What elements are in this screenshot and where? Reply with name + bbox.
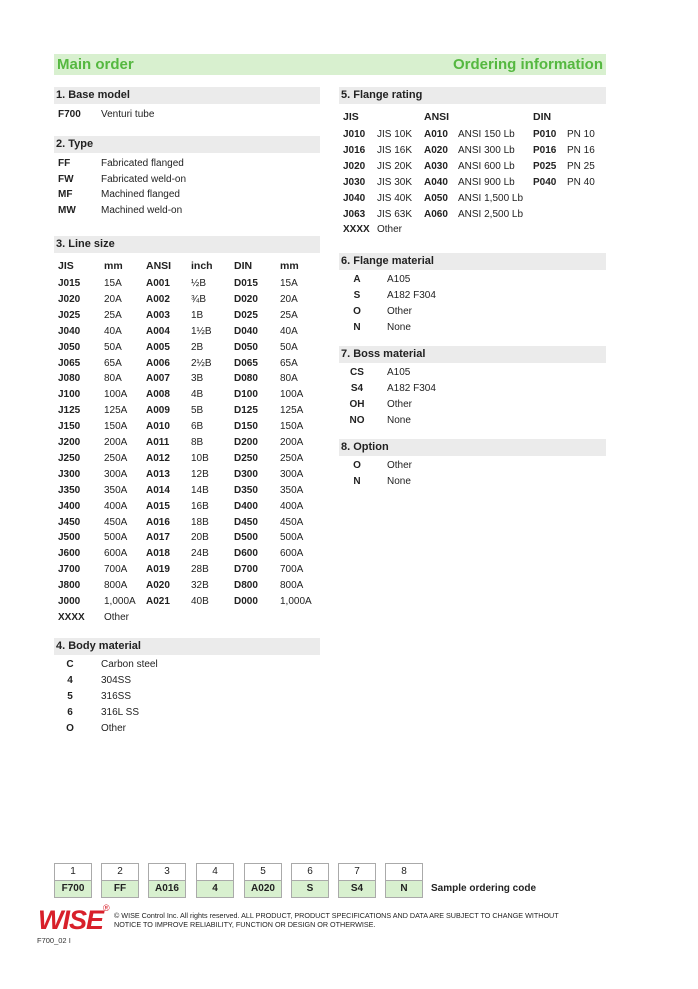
table-cell: 16B [191, 500, 209, 512]
table-cell: D250 [234, 452, 258, 464]
table-cell: 20B [191, 532, 209, 544]
table-cell: A013 [146, 468, 170, 480]
code: S4 [350, 383, 364, 394]
col-inch: inch [191, 260, 213, 272]
table-row [54, 452, 320, 466]
table-cell: J125 [58, 405, 81, 417]
table-row [54, 277, 320, 291]
code: O [353, 460, 361, 471]
table-cell: ANSI 300 Lb [458, 145, 515, 156]
table-cell: 25A [280, 309, 298, 321]
table-cell: D020 [234, 293, 258, 305]
table-cell: A030 [424, 161, 448, 172]
code: S [353, 290, 361, 301]
table-cell: D125 [234, 405, 258, 417]
table-cell: A015 [146, 500, 170, 512]
table-cell: 200A [104, 437, 128, 448]
code-box [101, 863, 139, 898]
code: XXXX [58, 612, 85, 623]
table-row [54, 436, 320, 450]
table-cell: J150 [58, 421, 81, 433]
table-cell: 20A [104, 293, 122, 305]
code-box [385, 863, 423, 898]
table-cell: 600A [104, 548, 128, 560]
section-base-model: 1. Base model [54, 87, 320, 104]
table-cell: 125A [280, 405, 304, 417]
code-box [291, 863, 329, 898]
table-cell: A020 [146, 580, 170, 592]
table-cell: J040 [343, 193, 366, 204]
section-option: 8. Option [339, 439, 606, 456]
code-box-value: S [292, 881, 328, 897]
table-cell: 1,000A [280, 596, 312, 607]
table-cell: J450 [58, 516, 81, 528]
col-din: DIN [234, 260, 253, 272]
table-cell: A060 [424, 209, 448, 220]
code: F700 [58, 109, 81, 120]
table-row [339, 192, 606, 206]
table-cell: A011 [146, 437, 170, 448]
description: Other [101, 722, 127, 734]
code-box-position: 7 [339, 864, 375, 881]
table-cell: 15A [104, 278, 122, 289]
code-box-position: 4 [197, 864, 233, 881]
description: Carbon steel [101, 659, 158, 670]
table-cell: ANSI 150 Lb [458, 129, 515, 140]
table-cell: D450 [234, 516, 258, 528]
table-cell: 100A [280, 389, 304, 401]
code: 4 [67, 674, 73, 686]
table-cell: D065 [234, 357, 258, 369]
code-box [148, 863, 186, 898]
table-cell: JIS 30K [377, 177, 413, 188]
code: 5 [67, 690, 73, 702]
table-cell: J025 [58, 309, 81, 321]
table-cell: 40B [191, 596, 209, 607]
table-cell: 12B [191, 468, 209, 480]
table-cell: J300 [58, 468, 81, 480]
description: Other [377, 224, 403, 235]
table-cell: PN 10 [567, 129, 595, 140]
table-cell: D300 [234, 468, 258, 480]
table-cell: 250A [104, 452, 128, 464]
code: FW [58, 173, 74, 185]
table-row [54, 420, 320, 434]
table-cell: 800A [104, 580, 128, 592]
table-cell: A021 [146, 596, 170, 607]
table-cell: 600A [280, 548, 304, 560]
table-cell: 700A [280, 564, 304, 576]
code-box [54, 863, 92, 898]
table-cell: PN 25 [567, 161, 595, 172]
code-box-value: N [386, 881, 422, 897]
table-cell: JIS 63K [377, 209, 413, 220]
table-row [339, 176, 606, 190]
table-cell: 1,000A [104, 596, 136, 607]
table-cell: 150A [280, 421, 304, 433]
table-cell: A016 [146, 516, 170, 528]
table-cell: 400A [104, 500, 128, 512]
copyright-line-2: NOTICE TO IMPROVE RELIABILITY, FUNCTION OR DESIGN OR OTHERWISE. [114, 920, 376, 929]
table-row [54, 372, 320, 386]
table-cell: J010 [343, 129, 366, 140]
table-cell: 200A [280, 437, 304, 448]
ordering-information-title: Ordering information [453, 56, 603, 73]
code-box-position: 6 [292, 864, 328, 881]
section-flange-rating: 5. Flange rating [339, 87, 606, 104]
table-cell: 150A [104, 421, 128, 433]
table-cell: A017 [146, 532, 170, 544]
table-row [54, 388, 320, 402]
section-line-size: 3. Line size [54, 236, 320, 253]
table-cell: J000 [58, 596, 81, 607]
table-cell: P016 [533, 145, 557, 156]
table-cell: J400 [58, 500, 81, 512]
code-box-value: S4 [339, 881, 375, 897]
description: 304SS [101, 674, 132, 686]
table-cell: 450A [104, 516, 128, 528]
table-cell: A019 [146, 564, 170, 576]
table-row [54, 468, 320, 482]
description: 316L SS [101, 706, 139, 718]
description: Fabricated flanged [101, 158, 184, 169]
table-row [54, 579, 320, 593]
code: N [353, 476, 361, 487]
table-cell: 350A [104, 484, 128, 496]
table-cell: 2½B [191, 357, 212, 369]
table-row [339, 128, 606, 142]
table-cell: 28B [191, 564, 209, 576]
table-cell: ANSI 2,500 Lb [458, 209, 524, 220]
table-row [54, 309, 320, 323]
sample-label: Sample ordering code [431, 883, 537, 894]
code-box-position: 5 [245, 864, 281, 881]
table-cell: 800A [280, 580, 304, 592]
table-row [54, 293, 320, 307]
section-flange-material: 6. Flange material [339, 253, 606, 270]
description: A105 [387, 367, 411, 378]
table-cell: D080 [234, 373, 258, 385]
table-cell: JIS 20K [377, 161, 413, 172]
table-cell: 80A [280, 373, 298, 385]
table-cell: J065 [58, 357, 81, 369]
table-cell: J080 [58, 373, 81, 385]
table-cell: J800 [58, 580, 81, 592]
code: CS [350, 367, 364, 378]
code-box-position: 8 [386, 864, 422, 881]
table-cell: J600 [58, 548, 81, 560]
table-cell: A002 [146, 293, 170, 305]
code-box-position: 3 [149, 864, 185, 881]
col-din: DIN [533, 111, 552, 123]
table-cell: 1B [191, 309, 204, 321]
description: A105 [387, 274, 411, 285]
table-cell: ANSI 600 Lb [458, 161, 515, 172]
description: A182 F304 [387, 290, 436, 301]
description: None [387, 476, 411, 487]
col-mm-din: mm [280, 260, 299, 272]
code-box-value: A020 [245, 881, 281, 897]
wise-logo: WISE [38, 905, 104, 935]
table-cell: 10B [191, 452, 209, 464]
col-ansi: ANSI [424, 111, 450, 123]
table-cell: 20A [280, 293, 298, 305]
description: Other [387, 399, 413, 410]
table-cell: A014 [146, 484, 170, 496]
table-cell: J050 [58, 341, 81, 353]
table-cell: A010 [424, 129, 448, 140]
code: OH [349, 399, 365, 410]
description: 316SS [101, 690, 132, 702]
table-cell: 40A [104, 325, 122, 337]
table-cell: D800 [234, 580, 258, 592]
code-box [196, 863, 234, 898]
table-row [339, 208, 606, 222]
section-type: 2. Type [54, 136, 320, 153]
code: FF [58, 158, 71, 169]
table-row [54, 563, 320, 577]
description: Other [104, 612, 130, 623]
table-cell: ¾B [191, 293, 207, 305]
table-cell: 50A [104, 341, 122, 353]
table-cell: A012 [146, 452, 170, 464]
code: C [66, 659, 74, 670]
table-cell: D040 [234, 325, 258, 337]
table-cell: J040 [58, 325, 81, 337]
table-cell: 24B [191, 548, 209, 560]
table-cell: 18B [191, 516, 209, 528]
code: MF [58, 189, 73, 201]
table-cell: D600 [234, 548, 258, 560]
table-cell: A006 [146, 357, 170, 369]
table-row [54, 516, 320, 530]
table-cell: D025 [234, 309, 258, 321]
table-cell: P010 [533, 129, 557, 140]
table-row [54, 547, 320, 561]
copyright-notice [114, 911, 594, 929]
table-cell: 400A [280, 500, 304, 512]
table-cell: ANSI 900 Lb [458, 177, 515, 188]
col-jis: JIS [343, 111, 359, 123]
table-cell: D500 [234, 532, 258, 544]
table-cell: 250A [280, 452, 304, 464]
table-cell: JIS 16K [377, 145, 413, 156]
table-cell: A009 [146, 405, 170, 417]
table-cell: D100 [234, 389, 258, 401]
table-row [54, 531, 320, 545]
description: Other [387, 460, 413, 471]
table-cell: A003 [146, 309, 170, 321]
code-box-position: 2 [102, 864, 138, 881]
table-cell: D015 [234, 278, 258, 289]
table-cell: 8B [191, 437, 204, 448]
table-cell: 40A [280, 325, 298, 337]
table-cell: 500A [104, 532, 128, 544]
description: Fabricated weld-on [101, 173, 187, 185]
code: O [66, 722, 74, 734]
code-box-value: 4 [197, 881, 233, 897]
code: NO [349, 415, 365, 426]
table-cell: P040 [533, 177, 557, 188]
code-box-value: FF [102, 881, 138, 897]
code-box-value: F700 [55, 881, 91, 897]
table-cell: JIS 40K [377, 193, 413, 204]
registered-mark: ® [103, 903, 110, 913]
table-cell: D400 [234, 500, 258, 512]
table-cell: J015 [58, 278, 81, 289]
code: A [353, 274, 361, 285]
table-cell: 2B [191, 341, 204, 353]
table-cell: J063 [343, 209, 366, 220]
table-cell: 25A [104, 309, 122, 321]
table-cell: 450A [280, 516, 304, 528]
code-box [244, 863, 282, 898]
table-cell: A018 [146, 548, 170, 560]
table-cell: 65A [280, 357, 298, 369]
code: N [353, 322, 361, 333]
description: None [387, 415, 411, 426]
section-boss-material: 7. Boss material [339, 346, 606, 363]
table-cell: A005 [146, 341, 170, 353]
page-number: F700_02 I [37, 936, 71, 945]
table-cell: 125A [104, 405, 128, 417]
table-cell: D350 [234, 484, 258, 496]
table-cell: 32B [191, 580, 209, 592]
description: Other [387, 306, 413, 317]
table-cell: A040 [424, 177, 448, 188]
code-box [338, 863, 376, 898]
table-row [54, 325, 320, 339]
description: Machined weld-on [101, 205, 183, 217]
table-cell: 300A [280, 468, 304, 480]
table-cell: J250 [58, 452, 81, 464]
table-cell: D150 [234, 421, 258, 433]
table-cell: J020 [343, 161, 366, 172]
table-cell: PN 40 [567, 177, 595, 188]
table-cell: PN 16 [567, 145, 595, 156]
code-box-value: A016 [149, 881, 185, 897]
table-row [54, 341, 320, 355]
main-order-title: Main order [57, 56, 134, 73]
table-cell: J200 [58, 437, 81, 448]
flange-rating-header [339, 110, 606, 124]
table-cell: 500A [280, 532, 304, 544]
table-cell: 80A [104, 373, 122, 385]
table-cell: A001 [146, 278, 170, 289]
copyright-line-1: © WISE Control Inc. All rights reserved. ALL PRODUCT, PRODUCT SPECIFICATIONS AND DATA ARE SUBJECT TO CHANGE WITHOUT [114, 911, 559, 920]
table-cell: 300A [104, 468, 128, 480]
table-cell: J700 [58, 564, 81, 576]
col-ansi: ANSI [146, 260, 172, 272]
description: None [387, 322, 411, 333]
table-cell: 3B [191, 373, 204, 385]
description: Venturi tube [101, 109, 155, 120]
code: XXXX [343, 224, 370, 235]
table-cell: 1½B [191, 325, 212, 337]
table-cell: J100 [58, 389, 81, 401]
table-cell: D050 [234, 341, 258, 353]
table-row [339, 144, 606, 158]
table-cell: P025 [533, 161, 557, 172]
table-cell: A004 [146, 325, 170, 337]
line-size-header [54, 259, 320, 273]
description: A182 F304 [387, 383, 436, 394]
table-cell: D000 [234, 596, 258, 607]
table-cell: J500 [58, 532, 81, 544]
table-cell: ½B [191, 278, 207, 289]
table-cell: JIS 10K [377, 129, 413, 140]
table-cell: J350 [58, 484, 81, 496]
table-row [54, 404, 320, 418]
table-cell: 6B [191, 421, 204, 433]
table-cell: A010 [146, 421, 170, 433]
table-cell: D700 [234, 564, 258, 576]
code: O [353, 306, 361, 317]
table-cell: A020 [424, 145, 448, 156]
code-box-position: 1 [55, 864, 91, 881]
table-cell: 4B [191, 389, 204, 401]
table-row [54, 595, 320, 609]
header-banner [54, 54, 606, 75]
table-cell: D200 [234, 437, 258, 448]
table-cell: J030 [343, 177, 366, 188]
table-cell: 15A [280, 278, 298, 289]
table-cell: A050 [424, 193, 448, 204]
table-cell: 65A [104, 357, 122, 369]
description: Machined flanged [101, 189, 180, 201]
code: 6 [67, 706, 73, 718]
table-cell: A007 [146, 373, 170, 385]
col-mm: mm [104, 260, 123, 272]
table-cell: ANSI 1,500 Lb [458, 193, 524, 204]
table-row [54, 500, 320, 514]
table-cell: J020 [58, 293, 81, 305]
section-body-material: 4. Body material [54, 638, 320, 655]
table-cell: J016 [343, 145, 366, 156]
table-row [54, 484, 320, 498]
table-cell: A008 [146, 389, 170, 401]
table-row [54, 357, 320, 371]
code: MW [58, 205, 76, 217]
table-cell: 350A [280, 484, 304, 496]
col-jis: JIS [58, 260, 74, 272]
table-cell: 5B [191, 405, 204, 417]
table-cell: 700A [104, 564, 128, 576]
table-cell: 100A [104, 389, 128, 401]
table-cell: 14B [191, 484, 209, 496]
table-row [339, 160, 606, 174]
table-cell: 50A [280, 341, 298, 353]
